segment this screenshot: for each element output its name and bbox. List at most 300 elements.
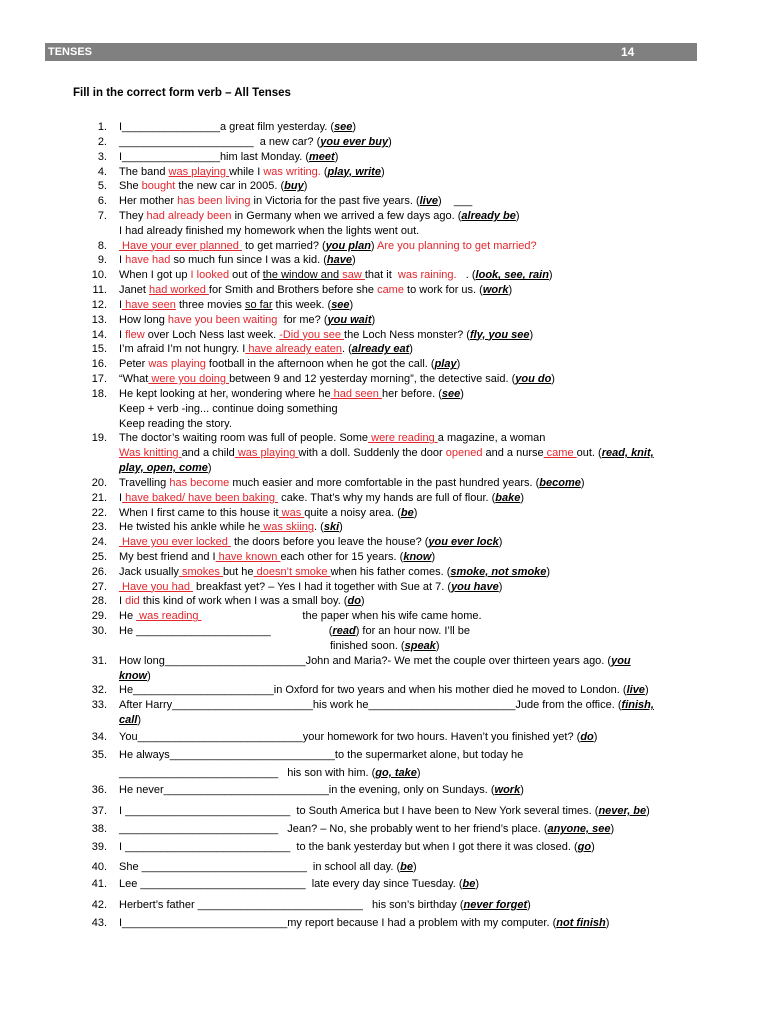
item-text: )	[646, 805, 650, 817]
verb-hint: live	[626, 684, 645, 697]
item-text: in Germany when we arrived a few days ago. (	[231, 209, 462, 222]
answer-text: have baked/ have been baking	[122, 491, 279, 504]
item-sentence	[119, 550, 435, 564]
item-text: each other for 15 years. (	[280, 550, 404, 563]
item-number: 20.	[91, 476, 107, 489]
exercise-item	[0, 520, 768, 534]
exercise-item	[0, 783, 768, 797]
verb-hint: play, open, come	[119, 462, 208, 474]
verb-hint: be	[400, 861, 413, 873]
exercise-item	[0, 253, 768, 267]
item-number: 38.	[91, 823, 107, 835]
exercise-item	[0, 698, 768, 712]
item-text: )	[334, 150, 339, 163]
item-number: 22.	[91, 506, 107, 519]
exercise-item	[0, 313, 768, 327]
verb-hint: you ever buy	[320, 135, 389, 148]
exercise-item	[0, 357, 768, 371]
item-text: After Harry_______________________his work he________________________Jude from the office. (	[119, 699, 622, 712]
item-text: “What	[119, 373, 149, 385]
item-sentence	[119, 565, 550, 579]
answer-text: had worked	[148, 284, 209, 297]
item-number: 9.	[97, 254, 107, 267]
item-text: )	[605, 917, 610, 929]
item-text: He kept looking at her, wondering where he	[119, 387, 331, 400]
item-text: the Loch Ness monster? (	[344, 328, 470, 341]
item-number: 30.	[91, 625, 107, 637]
item-text: )	[593, 731, 598, 743]
item-text: . (	[314, 521, 324, 534]
item-text: )	[508, 284, 513, 297]
item-text: )	[360, 595, 365, 608]
item-sentence	[119, 713, 141, 727]
item-number: 15.	[91, 343, 107, 356]
item-text: )	[431, 550, 436, 563]
item-sentence	[119, 135, 392, 149]
item-sentence	[119, 840, 595, 854]
exercise-item	[0, 822, 768, 836]
answer-text: was writing.	[263, 165, 321, 178]
item-text: He twisted his ankle while he	[119, 521, 261, 534]
item-text: . (	[456, 269, 476, 282]
verb-hint: read	[332, 625, 356, 637]
item-number: 14.	[91, 328, 107, 341]
item-text: three movies	[175, 298, 245, 311]
exercise-item-continuation	[0, 669, 768, 683]
item-sentence	[119, 669, 151, 683]
verb-hint: work	[482, 284, 509, 297]
item-sentence	[119, 898, 531, 912]
item-text: to get married? (	[241, 239, 326, 252]
item-text: )	[551, 373, 555, 385]
item-text: )	[207, 462, 212, 474]
item-number: 33.	[91, 699, 107, 712]
item-text: Herbert’s father ___________________________ his son’s birthday (	[119, 899, 464, 911]
item-text: )	[515, 209, 520, 222]
answer-text: doesn’t smoke	[253, 565, 331, 578]
exercise-item	[0, 268, 768, 282]
item-text: (	[320, 165, 328, 178]
item-text: I had already finished my homework when the lights went out.	[119, 224, 420, 237]
item-text: for Smith and Brothers before she	[208, 284, 378, 297]
item-sentence	[119, 748, 523, 762]
exercise-item-continuation	[0, 461, 768, 475]
item-text: I ___________________________ to the bank yesterday but when I got there it was closed. (	[119, 841, 578, 853]
answer-text: flew	[125, 328, 145, 341]
item-number: 29.	[91, 610, 107, 623]
verb-hint: play	[434, 358, 457, 371]
item-text: )	[349, 298, 354, 311]
answer-text: was playing	[234, 447, 299, 460]
exercise-item	[0, 431, 768, 445]
item-sentence	[119, 179, 307, 193]
item-text: )	[147, 669, 151, 682]
item-text: )	[591, 841, 595, 853]
item-sentence	[119, 698, 654, 712]
exercise-item	[0, 609, 768, 623]
item-text: The doctor’s waiting room was full of people. Some	[119, 432, 369, 445]
item-sentence	[119, 491, 524, 505]
verb-hint: you plan	[325, 239, 371, 252]
verb-hint: speak	[404, 639, 436, 652]
item-text: )	[352, 121, 357, 133]
answer-text: was playing	[168, 165, 230, 178]
exercise-item	[0, 624, 768, 638]
answer-text: was playing	[148, 358, 206, 371]
item-sentence	[119, 476, 585, 490]
verb-hint: never, be	[598, 805, 647, 817]
item-text: )	[456, 358, 461, 371]
item-text: over Loch Ness last week.	[144, 328, 280, 341]
item-text: )	[548, 269, 553, 282]
verb-hint: meet	[309, 150, 335, 163]
answer-text: was skiing	[260, 521, 315, 534]
item-text: out of	[229, 269, 263, 282]
verb-hint: go	[577, 841, 592, 853]
item-text: He ______________________ (	[119, 625, 333, 637]
item-sentence	[119, 822, 614, 836]
item-text: He_______________________in Oxford for two years and when his mother died he moved to London. (	[119, 684, 627, 697]
exercise-item-continuation	[0, 713, 768, 727]
item-number: 11.	[92, 284, 107, 297]
exercise-item-continuation	[0, 446, 768, 460]
item-sentence	[119, 506, 417, 520]
item-text: They	[119, 209, 147, 222]
exercise-item	[0, 730, 768, 744]
section-title: TENSES	[48, 46, 93, 58]
answer-text: opened	[445, 447, 483, 460]
item-text: out. (	[576, 447, 602, 460]
verb-hint: look, see, rain	[475, 269, 549, 282]
item-sentence	[119, 520, 343, 534]
item-number: 7.	[97, 209, 107, 222]
item-text: ) for an hour now. I’ll be	[355, 625, 471, 637]
exercise-item	[0, 120, 768, 134]
item-sentence	[119, 580, 502, 594]
item-text: )	[529, 328, 534, 341]
verb-hint: bake	[495, 491, 521, 504]
item-text: When I first came to this house it	[119, 506, 279, 519]
answer-text: I looked	[190, 269, 230, 282]
verb-hint: smoke, not smoke	[450, 565, 547, 578]
answer-text: -Did you see	[279, 328, 345, 341]
verb-hint: call	[119, 714, 138, 726]
item-number: 26.	[91, 565, 107, 578]
item-text: but he	[222, 565, 254, 578]
item-text: When I got up	[119, 269, 191, 282]
verb-hint: you ever lock	[428, 536, 499, 549]
verb-hint: already be	[461, 209, 516, 222]
item-text: My best friend and I	[119, 550, 216, 563]
item-text: cake. That’s why my hands are full of flour. (	[278, 491, 496, 504]
item-sentence	[119, 417, 232, 431]
item-sentence	[330, 639, 439, 653]
answer-text: Have your ever planned	[119, 239, 242, 252]
exercise-item	[0, 877, 768, 891]
item-sentence	[119, 239, 537, 253]
exercise-item	[0, 298, 768, 312]
item-sentence	[119, 298, 353, 312]
answer-text: was reading	[136, 610, 202, 623]
verb-hint: work	[494, 784, 521, 796]
item-text: )	[339, 521, 343, 534]
verb-hint: you have	[451, 580, 499, 593]
item-sentence	[119, 730, 597, 744]
item-sentence	[119, 766, 421, 780]
answer-text: had already been	[146, 209, 232, 222]
exercise-item	[0, 372, 768, 386]
exercise-item	[0, 328, 768, 342]
exercise-item	[0, 535, 768, 549]
exercise-item-continuation	[0, 639, 768, 653]
item-text: Peter	[119, 358, 149, 371]
verb-hint: have	[326, 254, 352, 267]
item-number: 2.	[97, 135, 107, 148]
item-text: Travelling	[119, 476, 170, 489]
exercise-item	[0, 748, 768, 762]
item-text: Keep reading the story.	[119, 417, 232, 430]
answer-text: Are you planning to get married?	[377, 239, 537, 252]
verb-hint: fly, you see	[469, 328, 530, 341]
item-sentence	[119, 860, 417, 874]
exercise-item-continuation	[0, 766, 768, 780]
exercise-item	[0, 683, 768, 697]
exercise-item	[0, 580, 768, 594]
exercise-item-continuation	[0, 402, 768, 416]
item-text: this kind of work when I was a small boy. (	[139, 595, 348, 608]
exercise-item	[0, 840, 768, 854]
item-text: He never___________________________in the evening, only on Sundays. (	[119, 784, 495, 796]
item-text: while I	[229, 165, 264, 178]
item-text: so much fun since I was a kid. (	[170, 254, 327, 267]
item-text: for me? (	[277, 313, 328, 326]
item-number: 39.	[91, 841, 107, 853]
item-text: ) ___	[437, 195, 473, 208]
item-text: that it	[364, 269, 395, 282]
item-number: 24.	[91, 536, 107, 549]
item-text: How long_______________________John and Maria?- We met the couple over thirteen years ago. (	[119, 654, 612, 667]
answer-text: were reading	[368, 432, 438, 445]
item-text: )	[527, 899, 531, 911]
item-text: )	[460, 387, 464, 400]
item-sentence	[119, 357, 460, 371]
item-text: )	[370, 239, 378, 252]
verb-hint: finish,	[621, 699, 654, 712]
item-text: between 9 and 12 yesterday morning”, the detective said. (	[229, 373, 516, 385]
item-sentence	[119, 342, 413, 356]
exercise-item	[0, 209, 768, 223]
answer-text: Have you had	[119, 580, 193, 593]
item-text: in Victoria for the past five years. (	[250, 195, 420, 208]
item-number: 19.	[91, 432, 107, 445]
exercise-item-continuation	[0, 417, 768, 431]
item-text: quite a noisy area. (	[304, 506, 401, 519]
item-text: when his father comes. (	[330, 565, 451, 578]
item-text: )	[416, 767, 421, 779]
item-number: 4.	[97, 165, 107, 178]
item-text: He always___________________________to the supermarket alone, but today he	[119, 749, 524, 761]
item-number: 28.	[91, 595, 107, 608]
verb-hint: buy	[284, 180, 304, 193]
answer-text: Was knitting	[119, 447, 182, 460]
item-text: )	[498, 536, 503, 549]
exercise-item	[0, 594, 768, 608]
item-text: I	[119, 491, 123, 504]
item-text: the new car in 2005. (	[175, 180, 285, 193]
item-sentence	[119, 372, 555, 386]
item-number: 21.	[91, 491, 107, 504]
item-number: 27.	[91, 580, 107, 593]
answer-text: have you been waiting	[167, 313, 278, 326]
item-text: I	[119, 595, 126, 608]
item-sentence	[119, 253, 356, 267]
verb-hint: be	[462, 878, 476, 890]
item-number: 3.	[97, 150, 107, 163]
item-text: She ___________________________ in school all day. (	[119, 861, 401, 873]
item-sentence	[119, 877, 479, 891]
answer-text: have known	[215, 550, 281, 563]
item-text: with a doll. Suddenly the door	[298, 447, 446, 460]
item-number: 10.	[91, 269, 107, 282]
item-text: )	[475, 878, 480, 890]
answer-text: was raining.	[394, 269, 457, 282]
answer-text: had seen	[330, 387, 382, 400]
verb-hint: know	[119, 669, 148, 682]
answer-text: came	[377, 284, 404, 297]
answer-text: was	[278, 506, 305, 519]
item-number: 36.	[91, 784, 107, 796]
item-sentence	[119, 150, 338, 164]
item-sentence	[119, 328, 533, 342]
exercise-item	[0, 342, 768, 356]
item-number: 43.	[91, 917, 107, 929]
exercise-item	[0, 283, 768, 297]
item-sentence	[119, 446, 654, 460]
item-text: )	[351, 254, 356, 267]
answer-text: did	[125, 595, 140, 608]
item-text: I________________him last Monday. (	[119, 150, 309, 163]
item-text: to work for us. (	[403, 284, 483, 297]
item-number: 13.	[91, 313, 107, 326]
item-text: __________________________ Jean? – No, she probably went to her friend’s place. (	[119, 823, 548, 835]
answer-text: came	[543, 447, 577, 460]
verb-hint: you do	[515, 373, 552, 385]
item-text: Lee ___________________________ late every day since Tuesday. (	[119, 878, 463, 890]
item-sentence	[119, 283, 512, 297]
item-text: The band	[119, 165, 169, 178]
item-text: )	[520, 784, 524, 796]
item-text: )	[580, 476, 585, 489]
verb-hint: do	[580, 731, 594, 743]
answer-text: has been living	[177, 195, 251, 208]
item-text: )	[413, 506, 418, 519]
item-text: her before. (	[381, 387, 442, 400]
item-sentence	[119, 313, 375, 327]
exercise-item	[0, 916, 768, 930]
item-text: I________________a great film yesterday. (	[119, 121, 335, 133]
answer-text: have already eaten	[245, 343, 342, 356]
item-text: )	[435, 639, 440, 652]
item-text: )	[610, 823, 615, 835]
exercise-item	[0, 506, 768, 520]
item-text: finished soon. (	[330, 639, 405, 652]
item-number: 8.	[97, 239, 107, 252]
item-text: )	[137, 714, 142, 726]
item-text: )	[644, 684, 649, 697]
item-sentence	[119, 165, 385, 179]
item-number: 6.	[97, 195, 107, 208]
item-number: 40.	[91, 861, 107, 873]
item-text: and a child	[181, 447, 235, 460]
item-number: 12.	[91, 298, 107, 311]
item-text: __________________________ his son with him. (	[119, 767, 376, 779]
item-text: How long	[119, 313, 168, 326]
item-sentence	[119, 916, 609, 930]
verb-hint: you	[611, 654, 631, 667]
item-text: I	[119, 298, 123, 311]
item-sentence	[119, 609, 482, 623]
exercise-item	[0, 565, 768, 579]
item-text: You___________________________your homework for two hours. Haven’t you finished yet? (	[119, 731, 581, 743]
item-number: 34.	[91, 731, 107, 743]
item-text: She	[119, 180, 142, 193]
verb-hint: not finish	[556, 917, 606, 929]
verb-hint: become	[539, 476, 581, 489]
verb-hint: see	[441, 387, 461, 400]
item-number: 31.	[91, 654, 107, 667]
exercise-item	[0, 135, 768, 149]
item-number: 23.	[91, 521, 107, 534]
answer-text: were you doing	[148, 373, 230, 385]
exercise-item	[0, 860, 768, 874]
item-sentence	[119, 431, 545, 445]
verb-hint: live	[419, 195, 438, 208]
exercise-item	[0, 165, 768, 179]
item-number: 35.	[91, 749, 107, 761]
item-sentence	[119, 209, 520, 223]
item-text: )	[371, 313, 376, 326]
item-number: 41.	[91, 878, 107, 890]
item-text: )	[303, 180, 308, 193]
page-number: 14	[621, 45, 635, 59]
answer-text: saw	[339, 269, 365, 282]
item-text: )	[380, 165, 385, 178]
item-number: 17.	[91, 373, 107, 385]
item-text: )	[413, 861, 417, 873]
item-text: )	[388, 135, 392, 148]
item-sentence	[119, 683, 649, 697]
item-text: much easier and more comfortable in the past hundred years. (	[229, 476, 540, 489]
answer-text: smokes	[178, 565, 223, 578]
item-text: football in the afternoon when he got the call. (	[205, 358, 435, 371]
item-text: I	[119, 328, 126, 341]
underlined-text: so far	[244, 298, 273, 311]
item-text: I	[119, 254, 126, 267]
exercise-item	[0, 179, 768, 193]
verb-hint: anyone, see	[547, 823, 611, 835]
item-text: and a nurse	[482, 447, 544, 460]
item-text: )	[409, 343, 413, 356]
item-text: )	[546, 565, 551, 578]
item-number: 42.	[91, 899, 107, 911]
item-number: 37.	[91, 805, 107, 817]
item-text: )	[498, 580, 503, 593]
exercise-item	[0, 898, 768, 912]
item-sentence	[119, 783, 524, 797]
answer-text: Have you ever locked	[119, 536, 231, 549]
item-sentence	[119, 654, 631, 668]
item-sentence	[119, 461, 212, 475]
